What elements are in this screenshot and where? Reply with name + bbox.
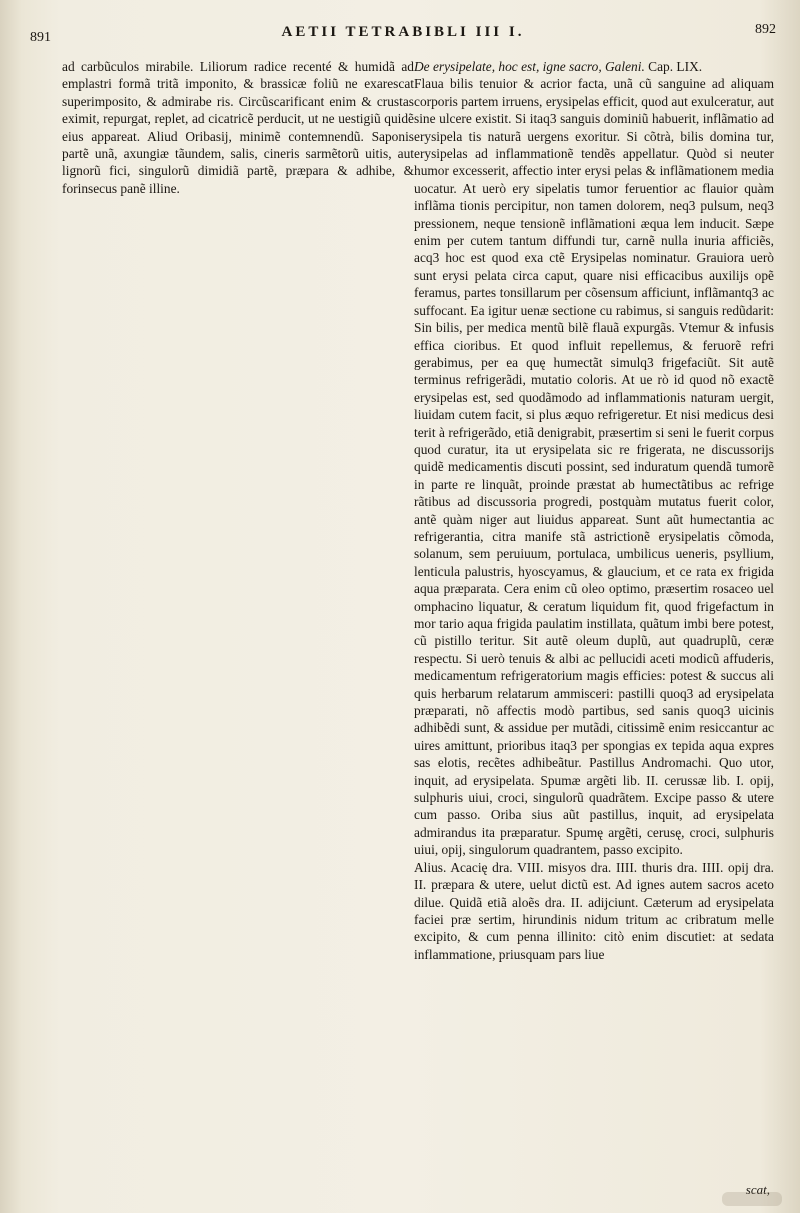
running-head: AETII TETRABIBLI III I. (281, 24, 525, 40)
chapter-heading (414, 58, 774, 75)
left-column-text: ad carbũculos mirabile. Liliorum radice recenté & humidã ad emplastri formã tritã imponito, & brassicæ foliũ ne exarescat superimposito, & admirabe ris. Circũscarificant enim & crustas eximit, repurgat, replet, ad cicatricẽ perducit, ut ne uestigiũ quidẽ eius appareat. Aliud Oribasij, minimẽ contemnendũ. Saponis partẽ unã, axungiæ tãundem, salis, cineris sarmẽtorũ uitis, aut lignorũ fici, singulorũ dimidiã partẽ, præpara & adhibe, & forinsecus panẽ illine. (62, 59, 414, 196)
catchword: scat, (745, 1182, 770, 1197)
ink-smudge (722, 1192, 782, 1206)
paragraph-2: Alius. Acacię dra. VIII. misyos dra. IIII. thuris dra. IIII. opij dra. II. præpara & utere, uelut dictũ est. Ad ignes autem sacros aceto dilue. Quidã etiã aloẽs dra. II. adijciunt. Cæterum ad erysipelata faciei præ sertim, hirundinis nidum tritum ac cribratum melle excipito, & cum penna illinito: citò enim discutiet: at sedata inflammatione, priusquam pars liue (414, 859, 774, 962)
right-column (414, 58, 774, 1178)
paragraph-1: Flaua bilis tenuior & acrior facta, unã cũ sanguine ad aliquam corporis partem irruens, erysipelas efficit, quod aut exulceratur, aut sine ulcere existit. Si itaq3 sanguis dominiũ habuerit, inflãmatio ad erysipela tis naturã uergens exoritur. Si cõtrà, bilis domina tur, erysipelas ad inflammationẽ tendẽs appellatur. Quòd si neuter humor excesserit, affectio inter erysi pelas & inflãmationem media uocatur. At uerò ery sipelatis tumor feruentior ac flauior quàm inflãma tionis percipitur, non tamen dolorem, neq3 pulsum, neq3 pressionem, neque tensionẽ inflãmationi æqua lem inducit. Sæpe enim per cutem tantum diffundi tur, carnẽ nulla inuria afficiẽs, acq3 hoc est quod exa ctẽ Erysipelas nominatur. Grauiora uerò sunt erysi pelata circa caput, quare nisi efficacibus auxilijs opẽ feramus, partes tonsillarum per cõsensum afficiunt, inflãmantq3 ac suffocant. Ea igitur uenæ sectione cu rabimus, si sanguis redũdarit: Sin bilis, per medica mentũ bilẽ flauã expurgãs. Vtemur & infusis effica cioribus. Et quod influit repellemus, & feruorẽ refri gerabimus, per ea quę humectãt simulq3 frigefaciũt. Sit autẽ terminus refrigerãdi, mutatio coloris. At ue rò id quod nõ exactẽ erysipelas est, sed quodãmodo ad inflammationis naturam uergit, liuidam cutem facit, si plus æquo refrigeretur. Et nisi medicus desi terit à refrigerãdo, etiã denigrabit, præsertim si seni le fuerit corpus quod curatur, ita ut erysipelata sic re frigerata, ne discussorijs quidẽ medicamentis discuti possint, sed induratum quendã tumorẽ in parte re linquãt, proinde præstat ab humectãtibus ac refrige rãtibus ad discussoria progredi, postquàm mutatus fuerit color, antẽ quàm niger aut liuidus appareat. Sunt aũt humectantia ac refrigerantia, citra manife stã astrictionẽ erysipelatis cõmoda, solanum, sem peruiuum, portulaca, umbilicus ueneris, psyllium, lenticula palustris, hyoscyamus, & glaucium, et ce rata ex frigida aqua præparata. Cera enim cũ oleo optimo, præsertim rosaceo uel omphacino liquatur, & ceratum liquidum fit, quod frigefactum in mor tario aqua frigida paulatim instillata, quãtum imbi bere potest, cũ pistillo teritur. Sit autẽ oleum duplũ, aut quadruplũ, ceræ respectu. Si uerò tenuis & albi ac pellucidi aceti modicũ affuderis, medicamentum refrigeratorium magis efficies: potest & succus ali quis herbarum relatarum ammisceri: pastilli quoq3 ad erysipelata præparati, nõ affectis modò partibus, sed sanis quoq3 uicinis adhibẽdi sunt, & assidue per mutãdi, citissimẽ enim resiccantur ac uires amittunt, prioribus itaq3 per spongias ex tepida aqua expres sas elotis, recẽtes adhibeãtur. Pastillus Andromachi. Quo utor, inquit, ad erysipelata. Spumæ argẽti lib. II. cerussæ lib. I. opij, sulphuris uiui, croci, singulorũ quadrãtem. Excipe passo & utere cum passo. Oriba sius aũt pastillus, inquit, ad erysipelata admirandus ita præparatur. Spumę argẽti, cerusę, croci, sulphuris uiui, opij, singulorum quadrantem, passo excipito. (414, 76, 774, 858)
left-column (62, 58, 414, 1178)
chapter-number: Cap. LIX. (648, 59, 703, 74)
chapter-title: De erysipelate, hoc est, igne sacro, Galeni. (414, 59, 645, 74)
page-number-right: 892 (755, 22, 776, 37)
page-number-left: 891 (30, 30, 51, 45)
page-header (30, 22, 776, 46)
